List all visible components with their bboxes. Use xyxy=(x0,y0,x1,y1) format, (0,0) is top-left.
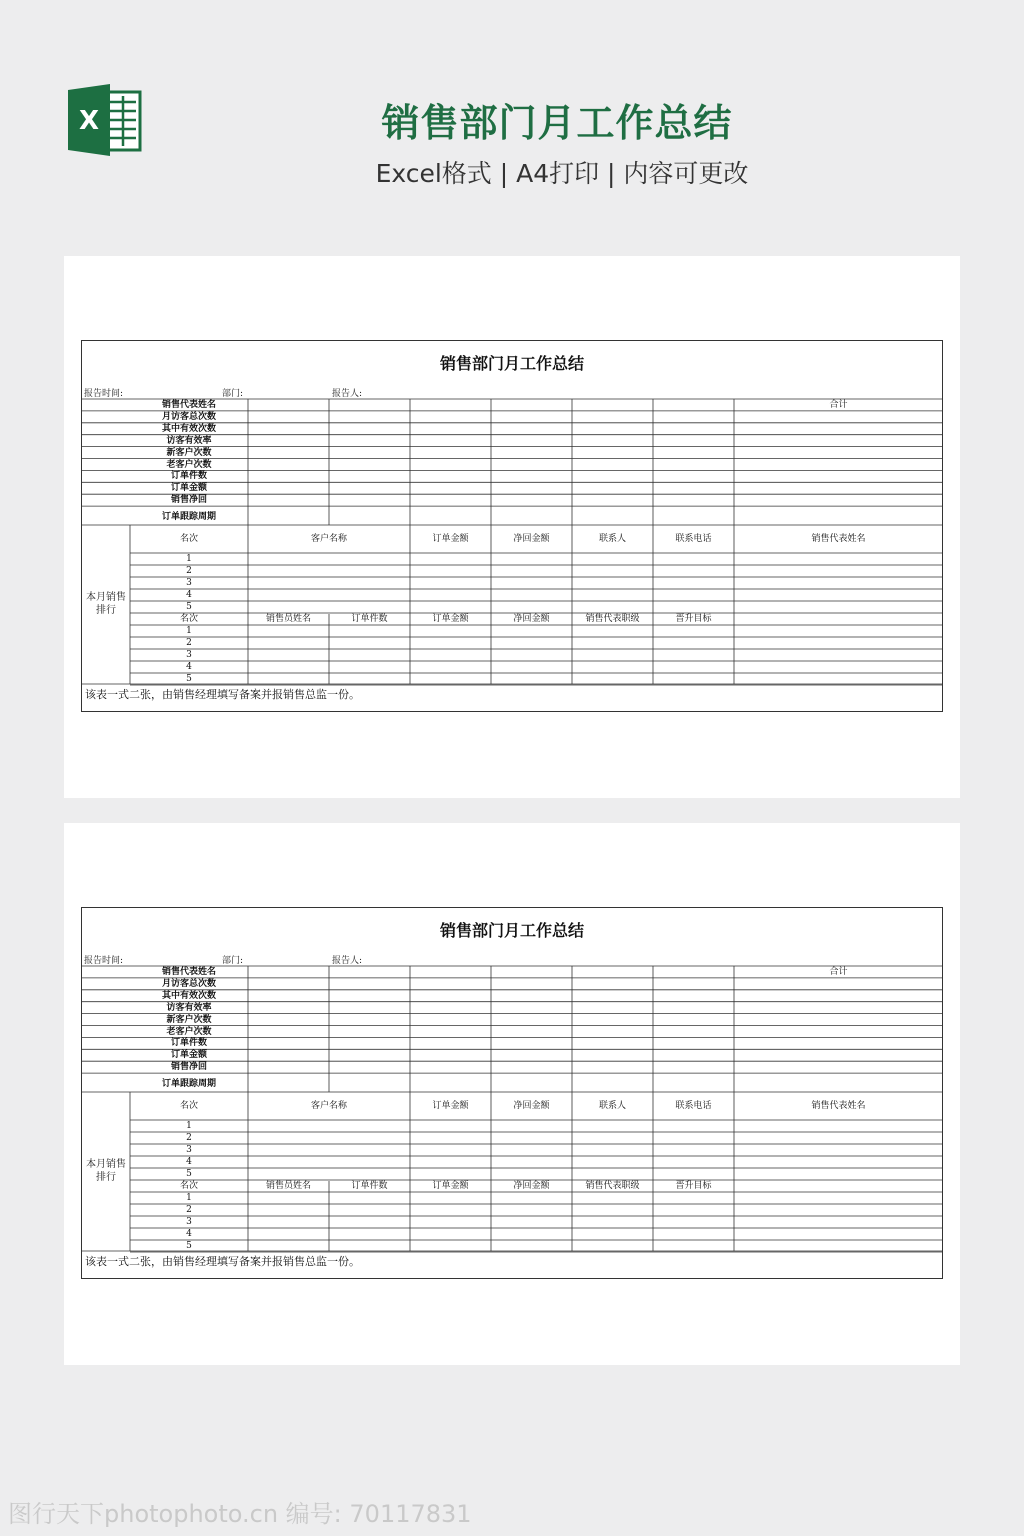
dept-label: 部门: xyxy=(222,956,244,966)
summary-row-label: 订单跟踪周期 xyxy=(161,1079,216,1089)
form-title: 销售部门月工作总结 xyxy=(439,354,584,373)
summary-row-label: 新客户次数 xyxy=(166,447,212,458)
header xyxy=(0,0,1024,220)
sales-summary-form xyxy=(81,907,943,1279)
customer-header-cell: 客户名称 xyxy=(310,534,347,544)
page-title: 销售部门月工作总结 xyxy=(381,101,733,145)
rep-header-cell: 名次 xyxy=(179,614,198,624)
customer-rank-number: 5 xyxy=(186,1169,192,1179)
report-time-label: 报告时间: xyxy=(84,389,124,399)
summary-row-label: 订单金额 xyxy=(170,483,207,494)
customer-header-cell: 联系电话 xyxy=(675,1101,712,1111)
customer-rank-number: 4 xyxy=(186,590,192,600)
customer-header-cell: 订单金额 xyxy=(432,1101,469,1111)
summary-row-label: 订单件数 xyxy=(170,471,207,482)
summary-row-label: 销售代表姓名 xyxy=(161,967,216,977)
rep-header-cell: 净回金额 xyxy=(513,614,550,624)
customer-header-cell: 名次 xyxy=(179,534,198,544)
customer-rank-number: 5 xyxy=(186,602,192,612)
rep-rank-number: 1 xyxy=(186,626,192,636)
rep-header-cell: 订单金额 xyxy=(432,614,469,624)
rank-label xyxy=(82,591,130,617)
customer-header-cell: 订单金额 xyxy=(432,534,469,544)
customer-header-cell: 名次 xyxy=(179,1101,198,1111)
summary-row-label: 老客户次数 xyxy=(166,459,212,470)
customer-header-cell: 联系电话 xyxy=(675,534,712,544)
sheet-preview-2 xyxy=(64,823,960,1365)
summary-row-label: 访客有效率 xyxy=(166,1002,212,1013)
rep-rank-number: 2 xyxy=(186,638,192,648)
form-note: 该表一式二张，由销售经理填写备案并报销售总监一份。 xyxy=(85,1255,360,1268)
watermark: 图行天下photophoto.cn 编号: 70117831 xyxy=(8,1500,472,1528)
customer-header-cell: 销售代表姓名 xyxy=(811,534,866,544)
rep-rank-number: 3 xyxy=(186,1217,192,1227)
customer-rank-number: 2 xyxy=(186,1133,192,1143)
form-title: 销售部门月工作总结 xyxy=(439,921,584,940)
rep-header-cell: 晋升目标 xyxy=(675,614,712,624)
rep-header-cell: 晋升目标 xyxy=(675,1181,712,1191)
rep-header-cell: 订单金额 xyxy=(432,1181,469,1191)
rep-header-cell: 销售代表职级 xyxy=(585,1181,640,1191)
rep-rank-number: 3 xyxy=(186,650,192,660)
form-note: 该表一式二张，由销售经理填写备案并报销售总监一份。 xyxy=(85,688,360,701)
rep-header-cell: 销售代表职级 xyxy=(585,614,640,624)
customer-rank-number: 3 xyxy=(186,1145,192,1155)
summary-row-label: 销售代表姓名 xyxy=(161,400,216,410)
summary-row-label: 老客户次数 xyxy=(166,1026,212,1037)
summary-row-label: 月访客总次数 xyxy=(161,411,216,422)
summary-row-label: 新客户次数 xyxy=(166,1014,212,1025)
total-label: 合计 xyxy=(829,967,848,977)
customer-header-cell: 净回金额 xyxy=(513,1101,550,1111)
report-time-label: 报告时间: xyxy=(84,956,124,966)
summary-row-label: 订单件数 xyxy=(170,1038,207,1049)
customer-rank-number: 3 xyxy=(186,578,192,588)
customer-rank-number: 4 xyxy=(186,1157,192,1167)
customer-header-cell: 联系人 xyxy=(598,1101,626,1111)
summary-row-label: 销售净回 xyxy=(170,1062,207,1073)
summary-row-label: 月访客总次数 xyxy=(161,978,216,989)
rep-rank-number: 5 xyxy=(186,674,192,684)
customer-header-cell: 销售代表姓名 xyxy=(811,1101,866,1111)
customer-rank-number: 1 xyxy=(186,554,192,564)
rep-rank-number: 4 xyxy=(186,1229,192,1239)
rep-rank-number: 5 xyxy=(186,1241,192,1251)
rank-label-line2: 排行 xyxy=(96,1172,116,1183)
rank-label-line1: 本月销售 xyxy=(86,1159,126,1170)
customer-header-cell: 净回金额 xyxy=(513,534,550,544)
rep-header-cell: 名次 xyxy=(179,1181,198,1191)
excel-logo-letter: X xyxy=(78,106,100,136)
reporter-label: 报告人: xyxy=(332,956,363,966)
summary-row-label: 订单跟踪周期 xyxy=(161,512,216,522)
customer-rank-number: 2 xyxy=(186,566,192,576)
sales-summary-form xyxy=(81,340,943,712)
rank-label xyxy=(82,1158,130,1184)
rank-label-line1: 本月销售 xyxy=(86,592,126,603)
summary-row-label: 其中有效次数 xyxy=(161,423,216,434)
rep-header-cell: 销售员姓名 xyxy=(265,614,311,624)
dept-label: 部门: xyxy=(222,389,244,399)
customer-header-cell: 联系人 xyxy=(598,534,626,544)
rank-label-line2: 排行 xyxy=(96,605,116,616)
rep-header-cell: 订单件数 xyxy=(351,1181,388,1191)
summary-row-label: 销售净回 xyxy=(170,495,207,506)
rep-header-cell: 净回金额 xyxy=(513,1181,550,1191)
summary-row-label: 其中有效次数 xyxy=(161,990,216,1001)
page-subtitle: Excel格式 | A4打印 | 内容可更改 xyxy=(375,159,749,188)
customer-rank-number: 1 xyxy=(186,1121,192,1131)
reporter-label: 报告人: xyxy=(332,389,363,399)
rep-header-cell: 销售员姓名 xyxy=(265,1181,311,1191)
rep-header-cell: 订单件数 xyxy=(351,614,388,624)
summary-row-label: 订单金额 xyxy=(170,1050,207,1061)
sheet-preview-1 xyxy=(64,256,960,798)
rep-rank-number: 2 xyxy=(186,1205,192,1215)
summary-row-label: 访客有效率 xyxy=(166,435,212,446)
rep-rank-number: 1 xyxy=(186,1193,192,1203)
rep-rank-number: 4 xyxy=(186,662,192,672)
customer-header-cell: 客户名称 xyxy=(310,1101,347,1111)
total-label: 合计 xyxy=(829,400,848,410)
